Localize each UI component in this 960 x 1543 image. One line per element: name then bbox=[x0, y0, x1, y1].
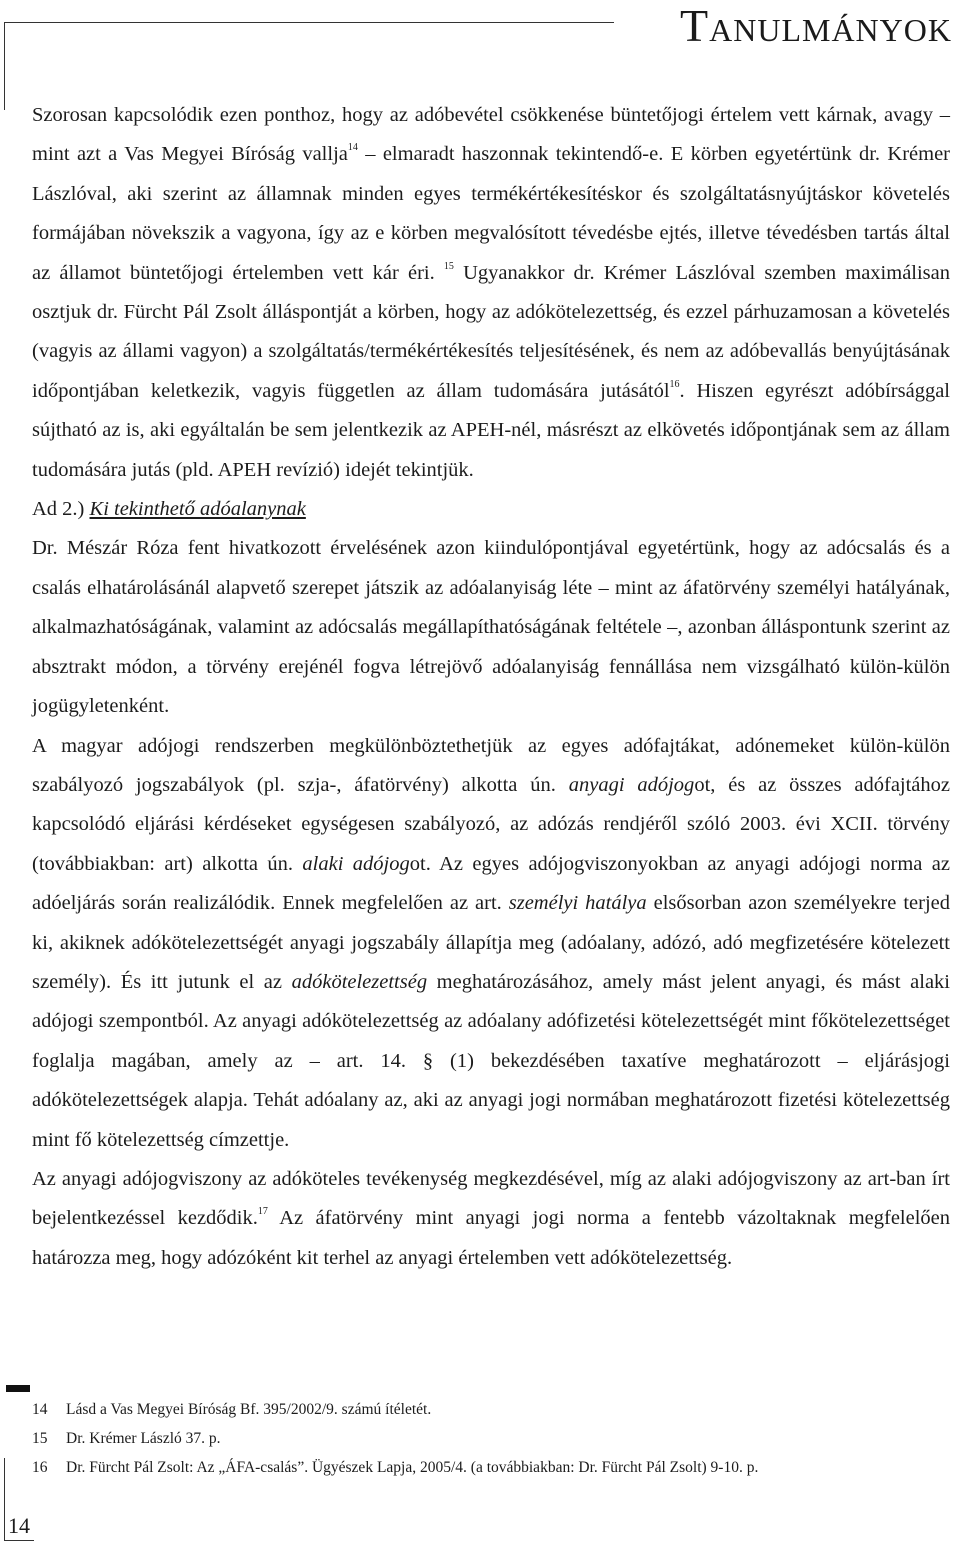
footnotes bbox=[32, 1395, 950, 1482]
section-heading bbox=[32, 490, 950, 529]
italic-term: anyagi adójog bbox=[568, 773, 695, 796]
paragraph-5 bbox=[32, 1160, 950, 1278]
footnote-ref[interactable]: 15 bbox=[443, 260, 454, 272]
footnote-item bbox=[32, 1453, 950, 1482]
footnote-separator bbox=[6, 1385, 30, 1392]
article-body bbox=[32, 96, 950, 1278]
footnote-number: 15 bbox=[32, 1430, 48, 1447]
footnote-ref[interactable]: 14 bbox=[347, 142, 358, 154]
paragraph-3: Dr. Mészár Róza fent hivatkozott érvelésének azon kiindulópontjával egyetértünk, hogy az adócsalás és a csalás elhatárolásánál alapvető szerepet játszik az adóalanyiság léte – mint az áfatörvény személyi hatályának, alkalmazhatóságának, valamint az adócsalás megállapíthatóságának feltétele –, azonban álláspontunk szerint az absztrakt módon, a törvény erejénél fogva létrejövő adóalanyiság fennállása nem vizsgálható külön-külön jogügyletenként. bbox=[32, 537, 950, 718]
corner-rule-vertical-bottom bbox=[4, 1458, 5, 1540]
footnote-text: Lásd a Vas Megyei Bíróság Bf. 395/2002/9. számú ítéletét. bbox=[66, 1401, 432, 1418]
corner-rule-vertical-top bbox=[4, 22, 5, 110]
footnote-ref[interactable]: 17 bbox=[257, 1206, 268, 1218]
italic-term: alaki adójog bbox=[302, 852, 410, 875]
footnote-number: 14 bbox=[32, 1401, 48, 1418]
paragraph-text: – elmaradt haszonnak tekintendő-e. E körben egyetértünk dr. Krémer Lászlóval, aki szerint az államnak minden egyes termékértékesítéskor és szolgáltatásnyújtáskor követelés formájában növekszik a vagyona, így az e körben megvalósított tévedésbe ejtés, illetve tévedésben tartás által az államot büntetőjogi értelemben vett kár éri. bbox=[32, 143, 951, 284]
footnote-item bbox=[32, 1395, 950, 1424]
footnote-number: 16 bbox=[32, 1459, 48, 1476]
footnote-item bbox=[32, 1424, 950, 1453]
paragraph-text: Az anyagi adójogviszony az adóköteles tevékenység megkezdésével, míg az alaki adójogviszony az art-ban írt bejelentkezéssel kezdődik. bbox=[32, 1167, 950, 1230]
footnote-text: Dr. Krémer László 37. p. bbox=[66, 1430, 221, 1447]
corner-rule-horizontal-bottom bbox=[4, 1540, 34, 1541]
footnote-text: Dr. Fürcht Pál Zsolt: Az „ÁFA-csalás”. Ügyészek Lapja, 2005/4. (a továbbiakban: Dr. Fürcht Pál Zsolt) 9-10. p. bbox=[66, 1459, 759, 1476]
paragraph-text: . Hiszen egyrészt adóbírsággal sújtható az is, aki egyáltalán be sem jelentkezik az APEH-nél, másrészt az elkövetés időpontjának sem az állam tudomására jutás (pld. APEH revízió) idejét tekintjük. bbox=[32, 379, 951, 481]
corner-rule-horizontal-top bbox=[4, 22, 614, 23]
footnote-ref[interactable]: 16 bbox=[669, 378, 680, 390]
paragraph-text: Szorosan kapcsolódik ezen ponthoz, hogy az adóbevétel csökkenése büntetőjogi értelem vett kárnak, avagy – mint azt a Vas Megyei Bíróság vallja bbox=[32, 104, 950, 166]
paragraph-text: meghatározásához, amely mást jelent anyagi, és mást alaki adójogi szempontból. Az anyagi adókötelezettség az adóalany adófizetési kötelezettségét mint főkötelezettséget foglalja magában, amely az – art. 14. § (1) bekezdésében taxatíve meghatározott – eljárásjogi adókötelezettségek alapja. Tehát adóalany az, aki az anyagi jogi normában meghatározott fizetési kötelezettség mint fő kötelezettség címzettje. bbox=[32, 970, 950, 1151]
paragraph-text: ot. Az egyes adójogviszonyokban az anyagi adójogi norma az adóeljárás során realizálódik. Ennek megfelelően az art. bbox=[32, 852, 950, 915]
paragraph-4 bbox=[32, 727, 950, 1160]
paragraph-text: elsősorban azon személyekre terjed ki, akiknek adókötelezettségét anyagi jogszabály állapítja meg (adóalany, adózó, adó megfizetésére kötelezett személy). És itt jutunk el az bbox=[32, 892, 950, 993]
page-number: 14 bbox=[8, 1513, 30, 1538]
paragraph-text: Az áfatörvény mint anyagi jogi norma a fentebb vázoltaknak megfelelően határozza meg, hogy adózóként kit terhel az anyagi értelemben vett adókötelezettség. bbox=[32, 1207, 951, 1269]
italic-term: adókötelezettség bbox=[291, 970, 428, 993]
section-title: Ki tekinthető adóalanynak bbox=[89, 498, 306, 521]
italic-term: személyi hatálya bbox=[508, 892, 647, 915]
running-head: Tanulmányok bbox=[680, 0, 952, 51]
paragraph-text: A magyar adójogi rendszerben megkülönböztethetjük az egyes adófajtákat, adónemeket külön-külön szabályozó jogszabályok (pl. szja-, áfatörvény) alkotta ún. bbox=[32, 734, 950, 796]
paragraph-1 bbox=[32, 96, 950, 490]
section-prefix: Ad 2.) bbox=[32, 498, 90, 521]
paragraph-text: Ugyanakkor dr. Krémer Lászlóval szemben maximálisan osztjuk dr. Fürcht Pál Zsolt álláspontját a körben, hogy az adókötelezettség, és ezzel párhuzamosan a követelés (vagyis az állami vagyon) a szolgáltatás/termékértékesítés teljesítésének, és nem az adóbevallás benyújtásának időpontjában keletkezik, vagyis független az állam tudomására jutásától bbox=[32, 261, 951, 402]
paragraph-text: ot, és az összes adófajtához kapcsolódó eljárási kérdéseket egységesen szabályozó, az adózás rendjéről szóló 2003. évi XCII. törvény (továbbiakban: art) alkotta ún. bbox=[32, 773, 951, 875]
